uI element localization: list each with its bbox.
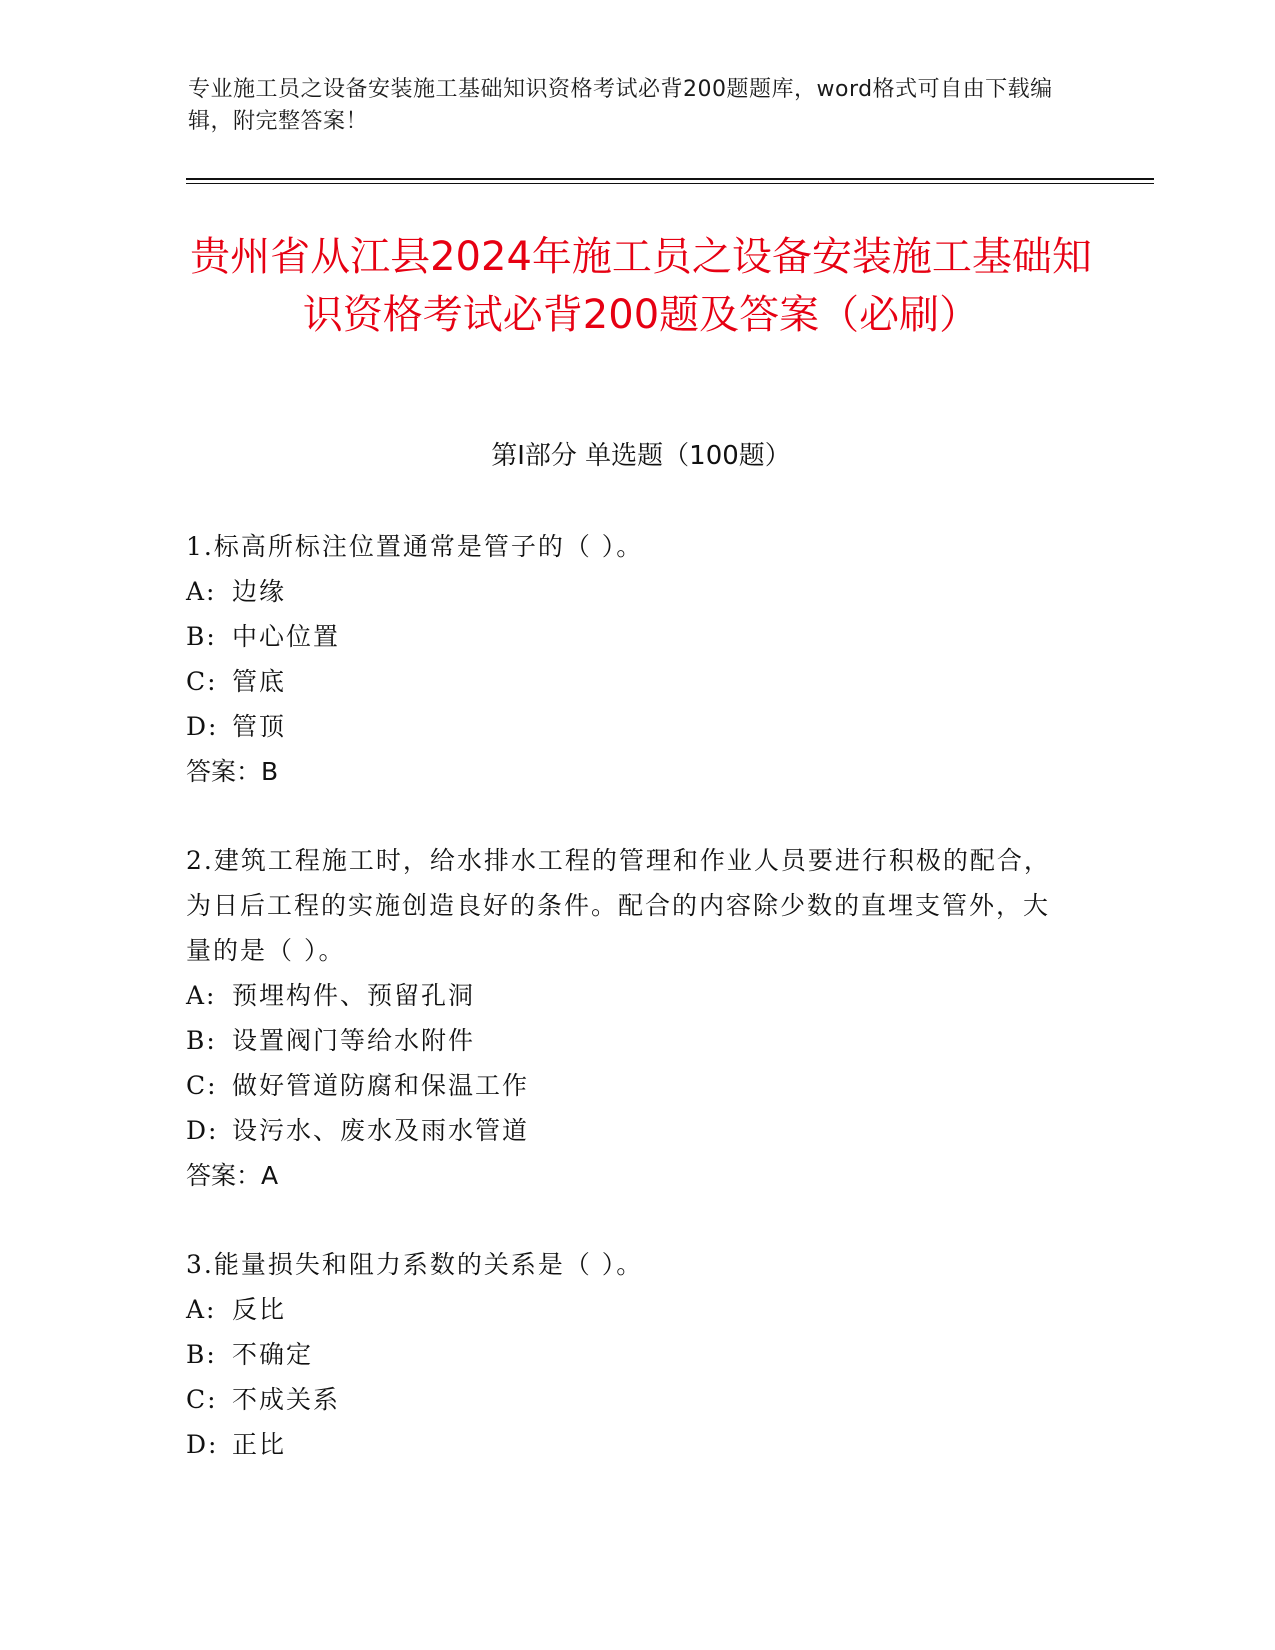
question-2 xyxy=(186,838,1066,1198)
question-1 xyxy=(186,524,1066,794)
question-stem: 2.建筑工程施工时，给水排水工程的管理和作业人员要进行积极的配合，为日后工程的实施创造良好的条件。配合的内容除少数的直埋支管外，大量的是（ ）。 xyxy=(186,846,1051,965)
option-letter: B: xyxy=(186,1026,217,1055)
document-title: 贵州省从江县2024年施工员之设备安装施工基础知识资格考试必背200题及答案（必刷） xyxy=(190,234,1092,338)
option-text: 正比 xyxy=(232,1430,287,1459)
option-b xyxy=(186,1332,1066,1377)
option-text: 管底 xyxy=(232,667,287,696)
option-letter: C: xyxy=(186,1385,218,1414)
option-text: 预埋构件、预留孔洞 xyxy=(232,981,476,1010)
header-rule-thin xyxy=(186,183,1154,184)
option-c xyxy=(186,1063,1066,1108)
option-c xyxy=(186,659,1066,704)
option-d xyxy=(186,1108,1066,1153)
option-letter: B: xyxy=(186,622,217,651)
answer: 答案：A xyxy=(186,1161,279,1190)
option-letter: C: xyxy=(186,667,218,696)
option-d xyxy=(186,1422,1066,1467)
option-text: 不确定 xyxy=(232,1340,314,1369)
question-3 xyxy=(186,1242,1066,1467)
option-c xyxy=(186,1377,1066,1422)
option-text: 管顶 xyxy=(232,712,287,741)
option-d xyxy=(186,704,1066,749)
option-a xyxy=(186,1287,1066,1332)
answer: 答案：B xyxy=(186,757,279,786)
option-text: 设污水、废水及雨水管道 xyxy=(232,1116,530,1145)
option-letter: D: xyxy=(186,1116,219,1145)
option-letter: D: xyxy=(186,712,219,741)
option-letter: C: xyxy=(186,1071,218,1100)
option-text: 中心位置 xyxy=(232,622,341,651)
question-stem: 3.能量损失和阻力系数的关系是（ ）。 xyxy=(186,1250,644,1279)
option-a xyxy=(186,973,1066,1018)
header-rule-thick xyxy=(186,178,1154,180)
option-text: 设置阀门等给水附件 xyxy=(232,1026,476,1055)
question-stem: 1.标高所标注位置通常是管子的（ ）。 xyxy=(186,532,644,561)
option-text: 不成关系 xyxy=(232,1385,341,1414)
section-title: 第I部分 单选题（100题） xyxy=(491,441,791,471)
option-letter: D: xyxy=(186,1430,219,1459)
option-b xyxy=(186,614,1066,659)
option-text: 边缘 xyxy=(232,577,287,606)
option-b xyxy=(186,1018,1066,1063)
option-letter: A: xyxy=(186,981,217,1010)
header-note: 专业施工员之设备安装施工基础知识资格考试必背200题题库，word格式可自由下载编辑，附完整答案！ xyxy=(188,77,1053,134)
question-list xyxy=(186,524,1066,1511)
option-a xyxy=(186,569,1066,614)
option-letter: A: xyxy=(186,1295,217,1324)
option-letter: A: xyxy=(186,577,217,606)
option-text: 反比 xyxy=(232,1295,287,1324)
option-text: 做好管道防腐和保温工作 xyxy=(232,1071,530,1100)
option-letter: B: xyxy=(186,1340,217,1369)
